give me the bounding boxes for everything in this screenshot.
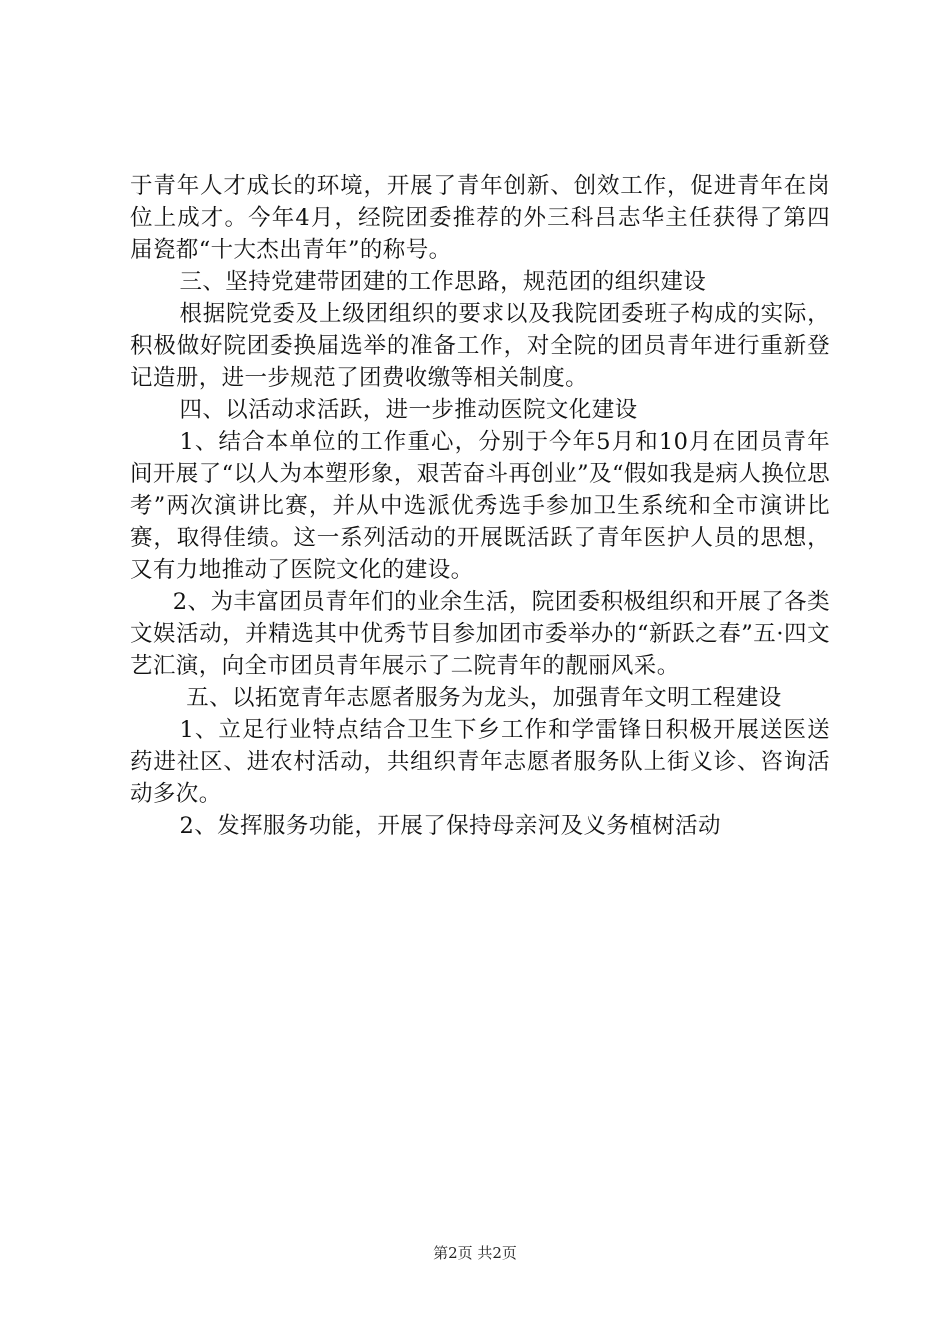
- heading-section-five: 五、以拓宽青年志愿者服务为龙头，加强青年文明工程建设: [186, 685, 782, 711]
- paragraph-volunteer-service: 1、立足行业特点结合卫生下乡工作和学雷锋日积极开展送医送药进社区、进农村活动，共组织青年志愿者服务队上街义诊、咨询活动多次。: [130, 717, 830, 807]
- document-body: [130, 170, 830, 842]
- paragraph-tree-planting: 2、发挥服务功能，开展了保持母亲河及义务植树活动: [179, 813, 721, 839]
- paragraph-talent-environment: 于青年人才成长的环境，开展了青年创新、创效工作，促进青年在岗位上成才。今年4月，经院团委推荐的外三科吕志华主任获得了第四届瓷都“十大杰出青年”的称号。: [130, 173, 830, 263]
- page-number-footer: 第2页 共2页: [433, 1244, 517, 1262]
- paragraph-speech-contest: 1、结合本单位的工作重心，分别于今年5月和10月在团员青年间开展了“以人为本塑形象，艰苦奋斗再创业”及“假如我是病人换位思考”两次演讲比赛，并从中选派优秀选手参加卫生系统和全市演讲比赛，取得佳绩。这一系列活动的开展既活跃了青年医护人员的思想，又有力地推动了医院文化的建设。: [130, 429, 830, 583]
- paragraph-cultural-activities: 2、为丰富团员青年们的业余生活，院团委积极组织和开展了各类文娱活动，并精选其中优秀节目参加团市委举办的“新跃之春”五·四文艺汇演，向全市团员青年展示了二院青年的靓丽风采。: [130, 589, 830, 679]
- heading-section-three: 三、坚持党建带团建的工作思路，规范团的组织建设: [179, 269, 707, 295]
- paragraph-organization-building: 根据院党委及上级团组织的要求以及我院团委班子构成的实际，积极做好院团委换届选举的准备工作，对全院的团员青年进行重新登记造册，进一步规范了团费收缴等相关制度。: [130, 301, 830, 391]
- heading-section-four: 四、以活动求活跃，进一步推动医院文化建设: [179, 397, 638, 423]
